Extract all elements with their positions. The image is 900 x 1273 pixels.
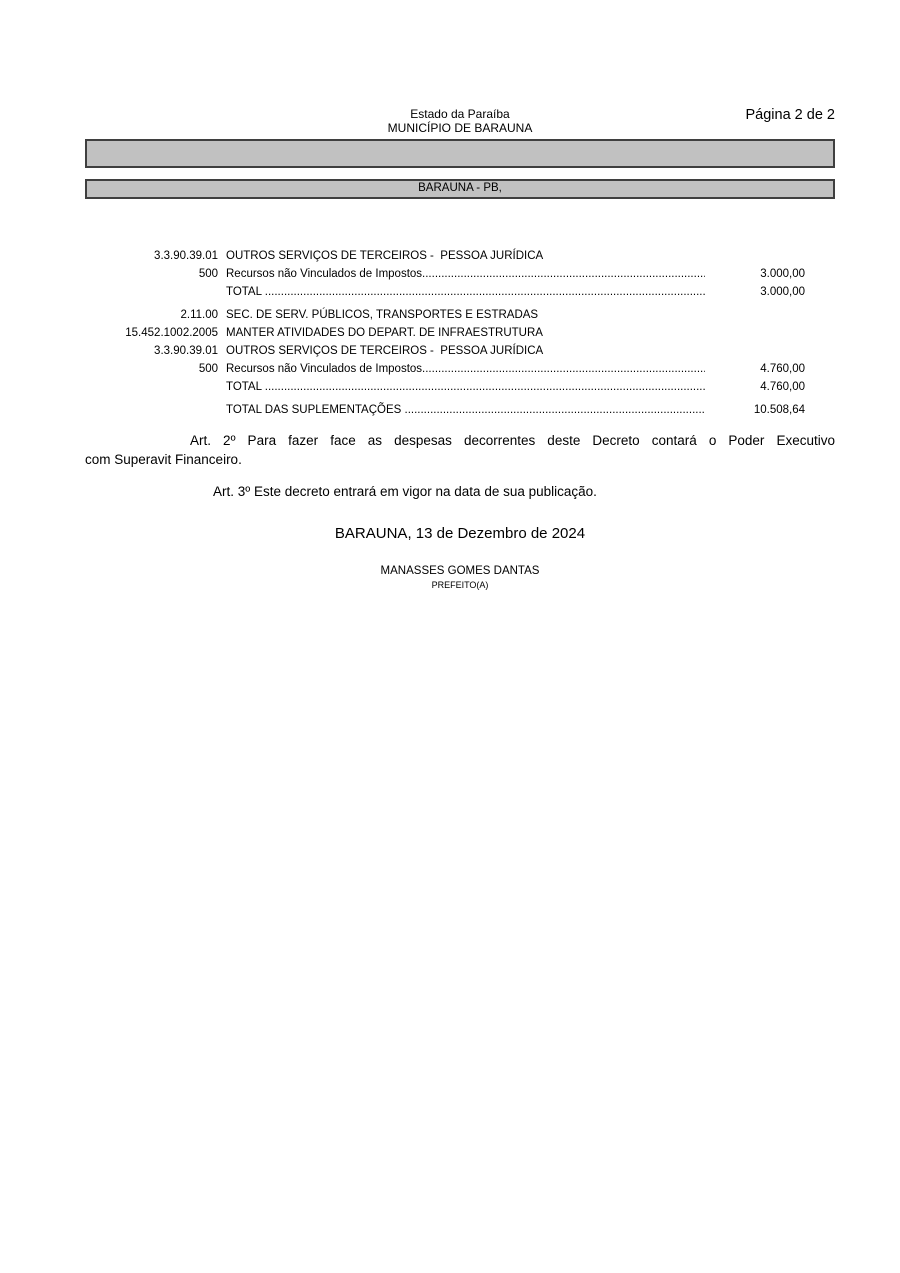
budget-code: 500 <box>198 363 218 375</box>
article-2-line-2: com Superavit Financeiro. <box>85 451 242 467</box>
budget-row <box>85 306 805 324</box>
budget-description: TOTAL DAS SUPLEMENTAÇÕES <box>226 404 405 416</box>
budget-value: 3.000,00 <box>760 268 805 280</box>
budget-description: TOTAL <box>226 381 265 393</box>
state-name: Estado da Paraíba <box>410 107 510 121</box>
dot-leader <box>265 283 705 301</box>
budget-value: 3.000,00 <box>760 286 805 298</box>
header-bar-title <box>85 139 835 168</box>
budget-description: SEC. DE SERV. PÚBLICOS, TRANSPORTES E ESTRADAS <box>226 309 539 321</box>
page-number: Página 2 de 2 <box>745 107 835 123</box>
dot-leader <box>405 401 705 419</box>
budget-code: 3.3.90.39.01 <box>154 250 218 262</box>
municipality-name: MUNICÍPIO DE BARAUNA <box>387 121 533 135</box>
budget-row <box>85 247 805 265</box>
article-2-line-1: Art. 2º Para fazer face as despesas decorrentes deste Decreto contará o Poder Executivo <box>190 433 835 448</box>
budget-description: OUTROS SERVIÇOS DE TERCEIROS - PESSOA JURÍDICA <box>226 345 544 357</box>
budget-total-row <box>85 283 805 301</box>
budget-value: 10.508,64 <box>753 404 805 416</box>
dot-leader <box>422 265 705 283</box>
budget-code: 15.452.1002.2005 <box>125 327 218 339</box>
budget-description: MANTER ATIVIDADES DO DEPART. DE INFRAESTRUTURA <box>226 327 543 339</box>
dot-leader <box>265 378 705 396</box>
dot-leader <box>422 360 705 378</box>
budget-row <box>85 324 805 342</box>
budget-code: 3.3.90.39.01 <box>154 345 218 357</box>
city-date-line: BARAUNA, 13 de Dezembro de 2024 <box>334 525 586 542</box>
budget-value: 4.760,00 <box>760 381 805 393</box>
document-header <box>85 107 835 135</box>
budget-row <box>85 342 805 360</box>
signer-name: MANASSES GOMES DANTAS <box>380 565 540 577</box>
budget-total-row <box>85 378 805 396</box>
budget-description: OUTROS SERVIÇOS DE TERCEIROS - PESSOA JURÍDICA <box>226 250 544 262</box>
header-bar-location: BARAUNA - PB, <box>85 179 835 199</box>
budget-code: 500 <box>198 268 218 280</box>
article-3-paragraph: Art. 3º Este decreto entrará em vigor na data de sua publicação. <box>213 484 597 499</box>
budget-row <box>85 360 805 378</box>
budget-grand-total-row <box>85 401 805 419</box>
budget-description: TOTAL <box>226 286 265 298</box>
budget-code: 2.11.00 <box>180 309 218 321</box>
budget-description: Recursos não Vinculados de Impostos <box>226 363 423 375</box>
budget-description: Recursos não Vinculados de Impostos <box>226 268 423 280</box>
article-2-paragraph <box>85 432 835 469</box>
budget-supplement-list <box>85 247 805 419</box>
budget-row <box>85 265 805 283</box>
budget-value: 4.760,00 <box>760 363 805 375</box>
signer-role: PREFEITO(A) <box>431 580 489 590</box>
